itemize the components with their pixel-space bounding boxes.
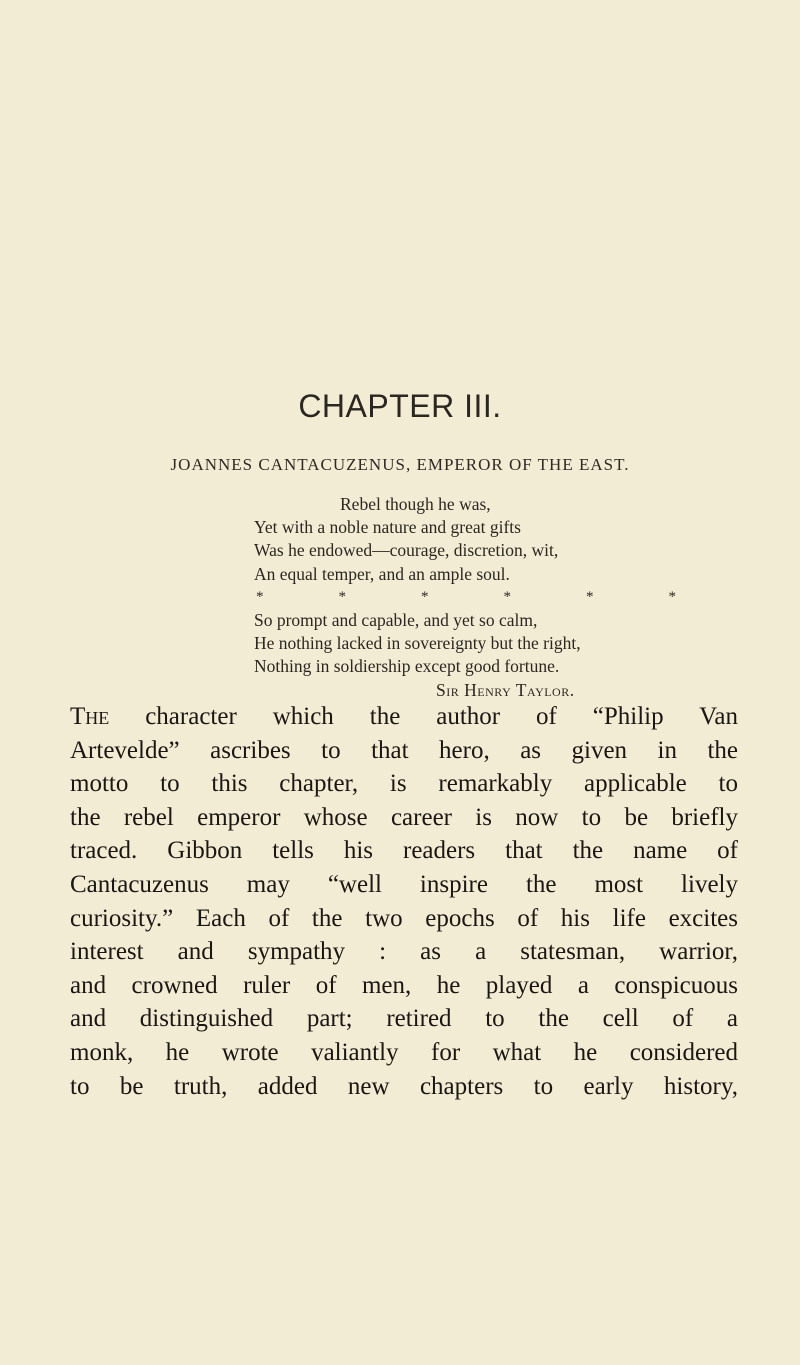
body-line: to be truth, added new chapters to early history, (70, 1072, 738, 1100)
star-mark: * (421, 588, 429, 605)
epigraph-line: He nothing lacked in sovereignty but the right, (254, 633, 581, 654)
star-mark: * (586, 588, 594, 605)
body-line: traced. Gibbon tells his readers that the name of (70, 837, 738, 865)
body-line: and distinguished part; retired to the cell of a (70, 1005, 738, 1033)
body-line: the rebel emperor whose career is now to be briefly (70, 803, 738, 831)
star-mark: * (338, 588, 346, 605)
body-line: and crowned ruler of men, he played a conspicuous (70, 971, 738, 999)
star-mark: * (668, 588, 676, 605)
body-line (70, 700, 738, 734)
epigraph-line: So prompt and capable, and yet so calm, (254, 610, 538, 631)
body-line: Artevelde” ascribes to that hero, as given in the (70, 736, 738, 764)
epigraph-attribution: Sir Henry Taylor. (436, 679, 575, 700)
star-mark: * (256, 588, 264, 605)
body-line: Cantacuzenus may “well inspire the most lively (70, 870, 738, 898)
first-line-text: character which the author of “Philip Van (109, 703, 738, 730)
epigraph (254, 493, 724, 702)
epigraph-line: An equal temper, and an ample soul. (254, 563, 510, 584)
epigraph-line: Yet with a noble nature and great gifts (254, 517, 521, 538)
body-line: curiosity.” Each of the two epochs of his life excites (70, 904, 738, 932)
epigraph-ellipsis-stars (254, 586, 676, 609)
epigraph-line: Was he endowed—courage, discretion, wit, (254, 540, 559, 561)
epigraph-line: Rebel though he was, (340, 494, 491, 514)
body-paragraph (70, 700, 738, 1103)
body-line: motto to this chapter, is remarkably applicable to (70, 770, 738, 798)
star-mark: * (503, 588, 511, 605)
body-line: monk, he wrote valiantly for what he considered (70, 1038, 738, 1066)
chapter-title: CHAPTER III. (298, 388, 502, 424)
body-line: interest and sympathy : as a statesman, warrior, (70, 938, 738, 966)
epigraph-line: Nothing in soldiership except good fortune. (254, 656, 560, 677)
chapter-subtitle: JOANNES CANTACUZENUS, EMPEROR OF THE EAST. (170, 455, 630, 474)
lead-word: The (70, 703, 110, 730)
